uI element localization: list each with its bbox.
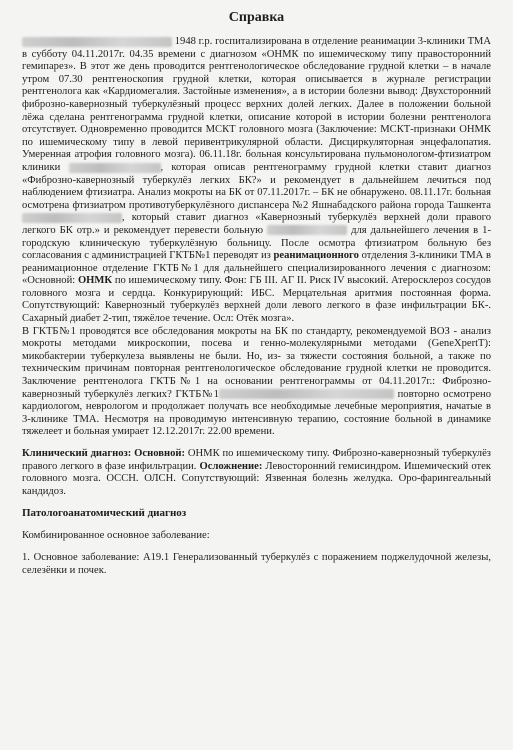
- clinical-complication-label: Осложнение:: [199, 460, 263, 472]
- clinical-diagnosis: [22, 448, 491, 498]
- pathology-title: Патологоанатомический диагноз: [22, 507, 187, 520]
- clinical-complication-text: Левосторонний гемисиндром. Ишемический отек головного мозга. ОССН. ОЛСН. Сопутствующий: Язвенная болезнь желудка. Оро-фарингеальный кандидоз.: [22, 460, 491, 497]
- history-text-5: отделения 3-клиники ТМА в реанимационное отделение ГКТБ№1 для дальнейшего специализированного лечения с диагнозом: «Основной:: [22, 250, 491, 287]
- history-text-2: , которая описав рентгенограмму грудной клетки ставит диагноз «Фиброзно-кавернозный туберкулёз легких БК?» и рекомендует в дальнейшем лечиться под наблюдением фтизиатра. Анализ мокроты на БК от 07.11.2017г. – БК не обнаружено. 08.11.17г. больная осмотрена фтизиатром противотуберкулёзного диспансера №2 Яшнабадского района города Ташкента: [22, 161, 491, 211]
- reanimation-word: реанимационного: [273, 250, 359, 262]
- gktb-text-2: повторно осмотрено кардиологом, неврологом и продолжает получать все необходимые лечебные мероприятия, начатые в 3-клинике ТМА. Несмотря на проводимую интенсивную терапию, состояние больной в динамике тяжелеет и больная умирает 12.12.2017г. 22.00 времени.: [22, 388, 491, 438]
- onmk-word: ОНМК: [77, 275, 113, 287]
- redacted-clinic-name: [69, 163, 161, 173]
- pathology-combined: Комбинированное основное заболевание:: [22, 530, 210, 542]
- clinical-label: Клинический диагноз:: [22, 448, 132, 459]
- pathology-item-1: 1. Основное заболевание: А19.1 Генерализованный туберкулёз с поражением поджелудочной железы, селезёнки и почек.: [22, 552, 491, 576]
- redacted-doctor-name: [22, 213, 122, 223]
- paragraph-gktb: [22, 326, 491, 439]
- redacted-patient-name: [22, 37, 172, 47]
- history-text-4: для дальнейшего лечения в 1-городскую клиническую туберкулёзную больницу. После осмотра фтизиатром больную без согласования с администрацией ГКТБ№1 переводят из: [22, 224, 491, 262]
- redacted-patient-name-3: [219, 389, 394, 399]
- paragraph-history: [22, 36, 491, 326]
- redacted-patient-name-2: [267, 225, 347, 235]
- clinical-main-text: ОНМК по ишемическому типу. Фиброзно-кавернозный туберкулёз правого легкого в фазе инфильтрации.: [22, 448, 491, 472]
- history-text-6: по ишемическому типу. Фон: ГБ III. АГ II. Риск IV высокий. Атеросклероз сосудов головного мозга и сердца. Конкурирующий: ИБС. Мерцательная аритмия постоянная форма. Сопутствующий: Кавернозный туберкулёз верхней доли левого легкого в фазе инфильтрации БК-. Сахарный диабет 2-тип, тяжёлое течение. Осл: Отёк мозга».: [22, 275, 491, 325]
- history-text-3: , который ставит диагноз «Кавернозный туберкулёз верхней доли правого легкого БК отр.» и рекомендует перевести больную: [22, 212, 491, 236]
- clinical-main-label: Основной:: [134, 448, 186, 459]
- history-text-1: 1948 г.р. госпитализирована в отделение реанимации 3-клиники ТМА в субботу 04.11.2017г. 04.35 времени с диагнозом «ОНМК по ишемическому типу правосторонний гемипарез». В этот же день проводится рентгенологическое обследование грудной клетки – в начале утром 07.30 рентгеноскопия грудной клетки, которая описывается в журнале регистрации рентгенолога как «Кардиомегалия. Застойные изменения», а в истории болезни вывод: Двухсторонний фиброзно-кавернозный туберкулёзный процесс верхних долей легких. Далее в положении больной лёжа сделана рентгенограмма грудной клетки, описание которой в истории болезни рентгенолога отсутствует. Одновременно проводится МСКТ головного мозга (Заключение: МСКТ-признаки ОНМК по ишемическому типу в левой перивентрикулярной области. Дисциркуляторная энцефалопатия. Умеренная атрофия головного мозга). 06.11.18г. больная консультирована пульмонологом-фтизиатром клиники: [22, 36, 491, 173]
- gktb-start: ГКТБ№1: [175, 388, 219, 400]
- document-title: Справка: [228, 10, 285, 25]
- gktb-text: В ГКТБ№1 проводятся все обследования мокроты на БК по стандарту, рекомендуемой ВОЗ - анализ мокроты методами микроскопии, посева и генно-молекулярными методами (GeneXpertT): микобактерии туберкулеза выявлены не были. Но, из- за тяжести состояния больной, а также по техническим причинам повторная рентгенологическое обследование грудной клетки не проводится. Заключение рентгенолога ГКТБ№1 на основании рентгенограммы от 04.11.2017г.: Фиброзно-кавернозный туберкулёз легких?: [22, 325, 491, 400]
